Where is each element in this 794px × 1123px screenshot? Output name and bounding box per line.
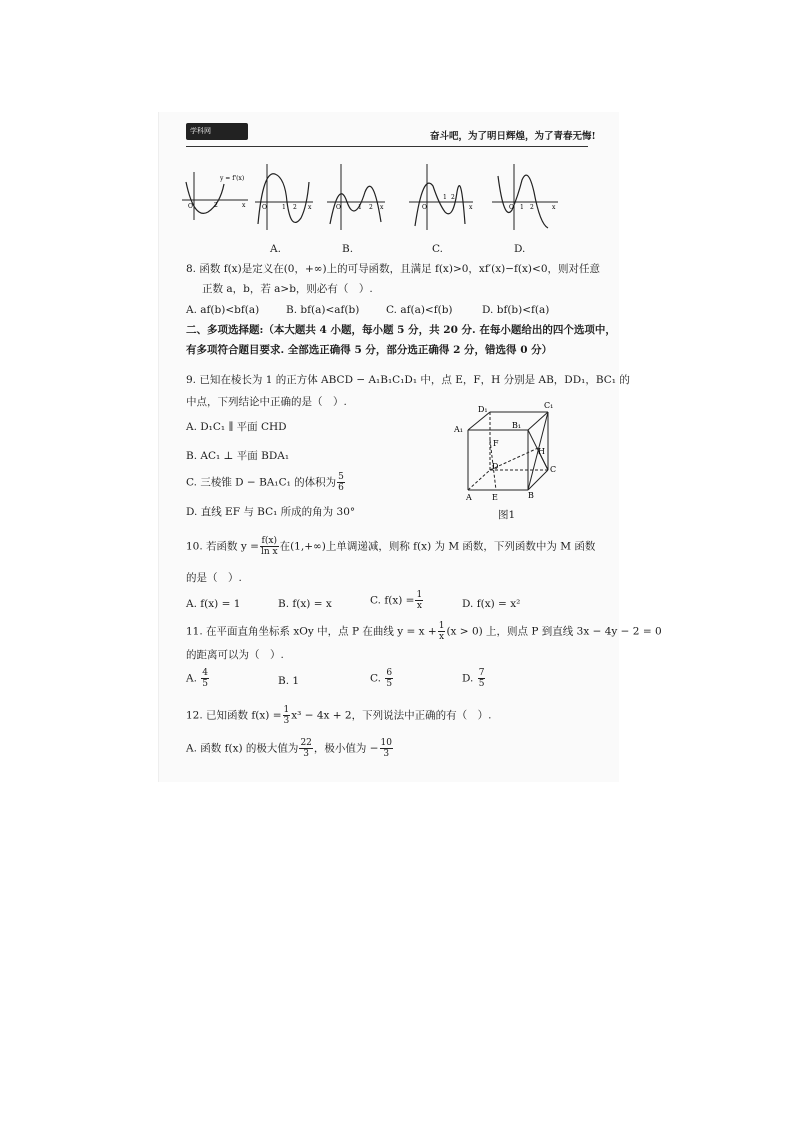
- q9-option-d: D. 直线 EF 与 BC₁ 所成的角为 30°: [186, 506, 356, 518]
- q8-option-c: C. af(a)<f(b): [386, 304, 453, 316]
- q10-option-d: D. f(x) = x²: [462, 598, 521, 610]
- q10-fraction: $\frac{f(x)}{\text{ln x}}$: [260, 536, 278, 557]
- svg-text:H: H: [538, 447, 545, 456]
- q11-line1: 11. 在平面直角坐标系 xOy 中，点 P 在曲线 y = x + $\frac{1}{x}$ (x > 0) 上，则点 P 到直线 3x − 4y − 2 = 0: [186, 621, 662, 642]
- svg-text:x: x: [469, 204, 473, 211]
- graph-b: [325, 162, 387, 232]
- graph-o-label: O: [188, 203, 193, 210]
- section2-line1: 二、多项选择题:（本大题共 4 小题，每小题 5 分，共 20 分. 在每小题给出的四个选项中，: [186, 324, 616, 336]
- svg-text:B: B: [528, 491, 534, 500]
- q8-line2: 正数 a，b，若 a>b，则必有（ ）.: [202, 283, 373, 295]
- q10-option-b: B. f(x) = x: [278, 598, 332, 610]
- svg-text:O: O: [262, 204, 267, 211]
- graph-label-a: A.: [270, 243, 281, 255]
- svg-text:x: x: [552, 204, 556, 211]
- svg-text:A₁: A₁: [454, 425, 463, 434]
- graph-d: [490, 162, 560, 232]
- svg-text:D₁: D₁: [478, 405, 488, 414]
- section2-line2: 有多项符合题目要求. 全部选正确得 5 分，部分选正确得 2 分，错选得 0 分）: [186, 344, 553, 356]
- q11-option-d: D. $\frac{7}{5}$: [462, 668, 485, 689]
- svg-text:2: 2: [214, 202, 218, 209]
- q9-option-a: A. D₁C₁ ∥ 平面 CHD: [186, 421, 287, 433]
- svg-text:B₁: B₁: [512, 421, 522, 430]
- svg-text:2: 2: [293, 204, 297, 211]
- q11-line2: 的距离可以为（ ）.: [186, 649, 284, 661]
- svg-text:A: A: [466, 493, 472, 502]
- q10-line2: 的是（ ）.: [186, 572, 242, 584]
- q11-option-b: B. 1: [278, 675, 300, 687]
- q8-option-a: A. af(b)<bf(a): [186, 304, 260, 316]
- graph-label-d: D.: [514, 243, 526, 255]
- q11-option-a: A. $\frac{4}{5}$: [186, 668, 208, 689]
- q10-option-a: A. f(x) = 1: [186, 598, 241, 610]
- svg-text:F: F: [493, 439, 499, 448]
- q9-line2: 中点，下列结论中正确的是（ ）.: [186, 396, 347, 408]
- svg-text:O: O: [336, 204, 341, 211]
- q10-option-c: C. f(x) = $\frac{1}{x}$: [370, 590, 423, 611]
- q9-line1: 9. 已知在棱长为 1 的正方体 ABCD − A₁B₁C₁D₁ 中，点 E，F，H 分别是 AB，DD₁，BC₁ 的: [186, 374, 630, 386]
- svg-text:O: O: [509, 204, 514, 211]
- svg-text:x: x: [242, 202, 246, 209]
- svg-text:x: x: [380, 204, 384, 211]
- q11-fraction: $\frac{1}{x}$: [438, 621, 445, 642]
- graph-c: [407, 162, 475, 232]
- q9-option-b: B. AC₁ ⊥ 平面 BDA₁: [186, 450, 290, 462]
- q9-option-c: [186, 472, 346, 493]
- svg-text:1: 1: [358, 204, 362, 211]
- q10-line1: 10. 若函数 y = $\frac{f(x)}{\text{ln x}}$ 在(1,+∞)上单调递减，则称 f(x) 为 M 函数，下列函数中为 M 函数: [186, 536, 596, 557]
- svg-text:2: 2: [451, 194, 455, 201]
- q11-option-c: C. $\frac{6}{5}$: [370, 668, 393, 689]
- q9-option-c-fraction: $\frac{5}{6}$: [338, 472, 344, 493]
- q10-option-c-fraction: $\frac{1}{x}$: [416, 590, 423, 611]
- svg-text:1: 1: [443, 194, 447, 201]
- logo-text: 学科网: [190, 127, 211, 135]
- q9-option-c-text: C. 三棱锥 D − BA₁C₁ 的体积为: [186, 476, 337, 489]
- graph-original: [180, 170, 252, 222]
- graph-label-b: B.: [342, 243, 354, 255]
- graph-fx-label: y = f'(x): [220, 175, 245, 182]
- svg-text:C: C: [550, 465, 557, 474]
- svg-text:E: E: [492, 493, 498, 502]
- q12-fraction: $\frac{1}{3}$: [283, 705, 290, 726]
- svg-text:x: x: [308, 204, 312, 211]
- svg-text:1: 1: [520, 204, 524, 211]
- svg-text:2: 2: [369, 204, 373, 211]
- q12-option-a: A. 函数 f(x) 的极大值为 $\frac{22}{3}$ ，极小值为 − $\frac{10}{3}$: [186, 738, 392, 759]
- header-slogan: 奋斗吧，为了明日辉煌，为了青春无悔!: [430, 131, 596, 142]
- svg-text:O: O: [422, 204, 427, 211]
- svg-text:2: 2: [530, 204, 534, 211]
- logo: [186, 123, 248, 140]
- cube-figure: [450, 398, 570, 504]
- figure-caption: 图1: [498, 509, 516, 521]
- q8-option-d: D. bf(b)<f(a): [482, 304, 550, 316]
- graph-a: [253, 162, 315, 232]
- q8-line1: 8. 函数 f(x)是定义在(0，+∞)上的可导函数，且满足 f(x)>0，xf′(x)−f(x)<0，则对任意: [186, 263, 601, 275]
- q8-option-b: B. bf(a)<af(b): [286, 304, 360, 316]
- svg-text:C₁: C₁: [544, 401, 554, 410]
- svg-text:D: D: [492, 462, 499, 471]
- q12-line1: 12. 已知函数 f(x) = $\frac{1}{3}$ x³ − 4x + 2，下列说法中正确的有（ ）.: [186, 705, 492, 726]
- graph-label-c: C.: [432, 243, 443, 255]
- svg-text:1: 1: [282, 204, 286, 211]
- header-rule: [186, 146, 588, 147]
